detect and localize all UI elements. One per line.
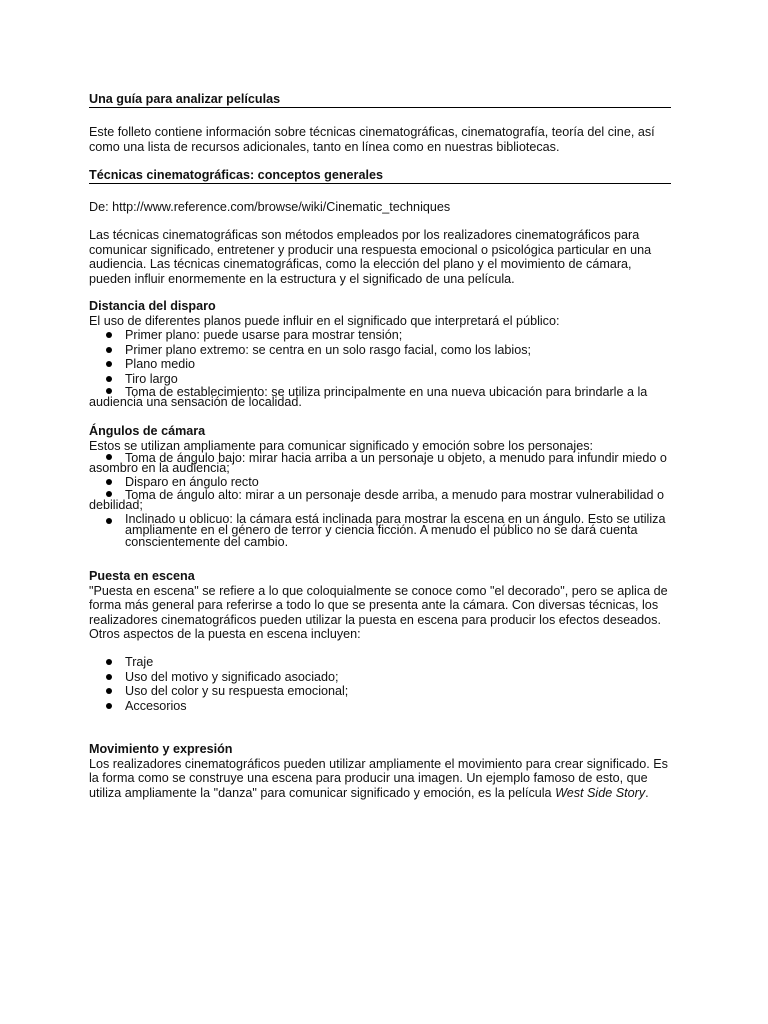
list-item: Plano medio — [89, 357, 671, 372]
list-item: Uso del motivo y significado asociado; — [89, 670, 671, 685]
angles-item-1 — [89, 453, 671, 475]
mise-section — [89, 569, 671, 713]
list-item: Uso del color y su respuesta emocional; — [89, 684, 671, 699]
film-title: West Side Story — [555, 785, 646, 800]
distance-heading: Distancia del disparo — [89, 299, 216, 313]
techniques-paragraph: Las técnicas cinematográficas son métodos empleados por los realizadores cinematográficos para comunicar significado, entretener y producir una respuesta emocional o psicológica particular en una audiencia. Las técnicas cinematográficas, como la elección del plano y el movimiento de cámara, pueden influir enormemente en la estructura y el significado de una película. — [89, 228, 652, 286]
list-item: Toma de establecimiento: se utiliza principalmente en una nueva ubicación para brindarle a la audiencia una sensación de localidad. — [89, 384, 648, 409]
bullet-icon — [106, 518, 112, 524]
movement-paragraph — [89, 757, 671, 801]
angles-item-3 — [89, 487, 671, 514]
angles-item-4 — [89, 511, 671, 550]
distance-list — [89, 328, 671, 386]
list-item: Toma de ángulo alto: mirar a un personaje desde arriba, a menudo para mostrar vulnerabilidad o debilidad; — [89, 487, 665, 512]
intro-paragraph: Este folleto contiene información sobre técnicas cinematográficas, cinematografía, teoría del cine, así como una lista de recursos adicionales, tanto en línea como en nuestras bibliotecas. — [89, 125, 655, 154]
list-item: Tiro largo — [89, 372, 671, 387]
list-item: Disparo en ángulo recto — [89, 475, 671, 490]
section-heading-techniques: Técnicas cinematográficas: conceptos generales — [89, 168, 671, 184]
movement-heading: Movimiento y expresión — [89, 742, 233, 756]
mise-paragraph: "Puesta en escena" se refiere a lo que coloquialmente se conoce como "el decorado", pero se aplica de forma más general para referirse a todo lo que se presenta ante la cámara. Con diversas técnicas, los realizadores cinematográficos pueden utilizar la puesta en escena para producir los efectos deseados. Otros aspectos de la puesta en escena incluyen: — [89, 583, 668, 642]
list-item: Toma de ángulo bajo: mirar hacia arriba a un personaje u objeto, a menudo para infundir miedo o asombro en la audiencia; — [89, 451, 667, 476]
distance-intro: El uso de diferentes planos puede influir en el significado que interpretará el público: — [89, 313, 560, 328]
movement-section — [89, 742, 671, 800]
list-item: Accesorios — [89, 699, 671, 714]
mise-list — [89, 655, 671, 713]
list-item: Primer plano: puede usarse para mostrar tensión; — [89, 328, 671, 343]
movement-text: Los realizadores cinematográficos pueden utilizar ampliamente el movimiento para crear significado. Es la forma como se construye una escena para producir una imagen. Un ejemplo famoso de esto, que utiliza ampliamente la "danza" para comunicar significado y emoción, es la película — [89, 756, 668, 800]
list-item: Primer plano extremo: se centra en un solo rasgo facial, como los labios; — [89, 343, 671, 358]
document-title: Una guía para analizar películas — [89, 92, 671, 108]
list-item: Traje — [89, 655, 671, 670]
angles-heading: Ángulos de cámara — [89, 424, 206, 438]
movement-end: . — [645, 785, 649, 800]
distance-last-item — [89, 384, 671, 409]
source-line: De: http://www.reference.com/browse/wiki/Cinematic_techniques — [89, 200, 451, 214]
angles-intro: Estos se utilizan ampliamente para comunicar significado y emoción sobre los personajes: — [89, 438, 594, 453]
mise-heading: Puesta en escena — [89, 569, 195, 583]
list-item: Inclinado u oblicuo: la cámara está inclinada para mostrar la escena en un ángulo. Esto se utiliza ampliamente en el género de terror y ciencia ficción. A menudo el público no se dará cuenta conscientemente del cambio. — [125, 511, 666, 549]
angles-section — [89, 424, 671, 550]
distance-section — [89, 299, 671, 407]
